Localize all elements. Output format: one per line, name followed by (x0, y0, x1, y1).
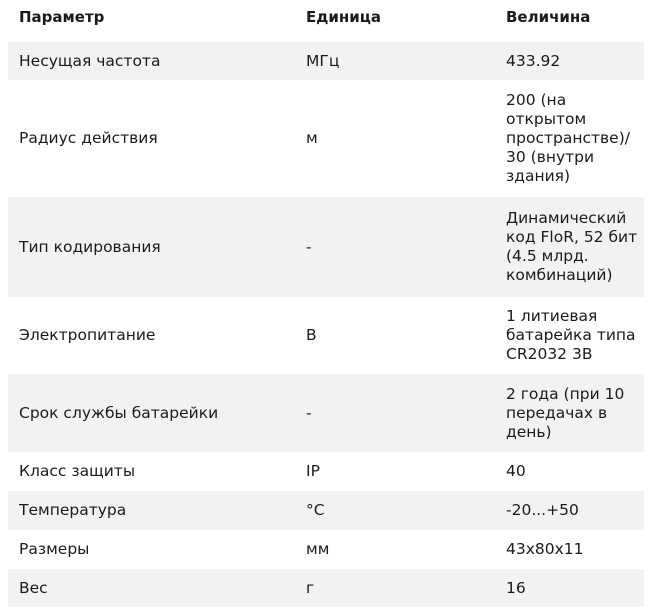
table-row (8, 374, 644, 452)
row-value: 200 (на открытом пространстве)/ 30 (внутри здания) (506, 91, 630, 185)
row-value: 433.92 (506, 51, 561, 70)
row-unit: - (306, 237, 312, 256)
row-param: Вес (19, 578, 48, 597)
table-row (8, 297, 644, 374)
row-param: Срок службы батарейки (19, 403, 219, 422)
row-param: Класс защиты (19, 462, 136, 480)
row-value: 43х80х11 (506, 540, 584, 558)
row-param: Тип кодирования (19, 237, 161, 256)
row-unit: м (306, 129, 318, 147)
row-param: Несущая частота (19, 51, 161, 70)
row-unit: IP (306, 462, 320, 480)
row-unit: °С (306, 501, 325, 519)
table-row (8, 42, 644, 80)
row-param: Размеры (19, 540, 90, 558)
row-value: Динамический код FloR, 52 бит (4.5 млрд. комбинаций) (506, 209, 638, 284)
row-unit: г (306, 578, 315, 597)
spec-table (8, 0, 644, 607)
row-param: Радиус действия (19, 129, 158, 147)
row-unit: МГц (306, 51, 340, 70)
table-row (8, 530, 644, 569)
row-value: 40 (506, 462, 526, 480)
table-row (8, 491, 644, 530)
table-row (8, 80, 644, 197)
table-row (8, 569, 644, 607)
header-value: Величина (506, 7, 591, 26)
row-param: Температура (19, 501, 127, 519)
header-param: Параметр (19, 7, 105, 26)
row-value: 16 (506, 578, 526, 597)
header-unit: Единица (306, 7, 381, 26)
table-row (8, 197, 644, 297)
row-value: 2 года (при 10 передачах в день) (506, 384, 625, 441)
table-header-row (8, 0, 644, 34)
row-value: -20...+50 (506, 501, 579, 519)
row-unit: мм (306, 540, 330, 558)
row-unit: - (306, 403, 312, 422)
row-param: Электропитание (19, 326, 156, 344)
row-value: 1 литиевая батарейка типа CR2032 3В (506, 307, 636, 363)
row-unit: В (306, 326, 317, 344)
table-row (8, 452, 644, 491)
